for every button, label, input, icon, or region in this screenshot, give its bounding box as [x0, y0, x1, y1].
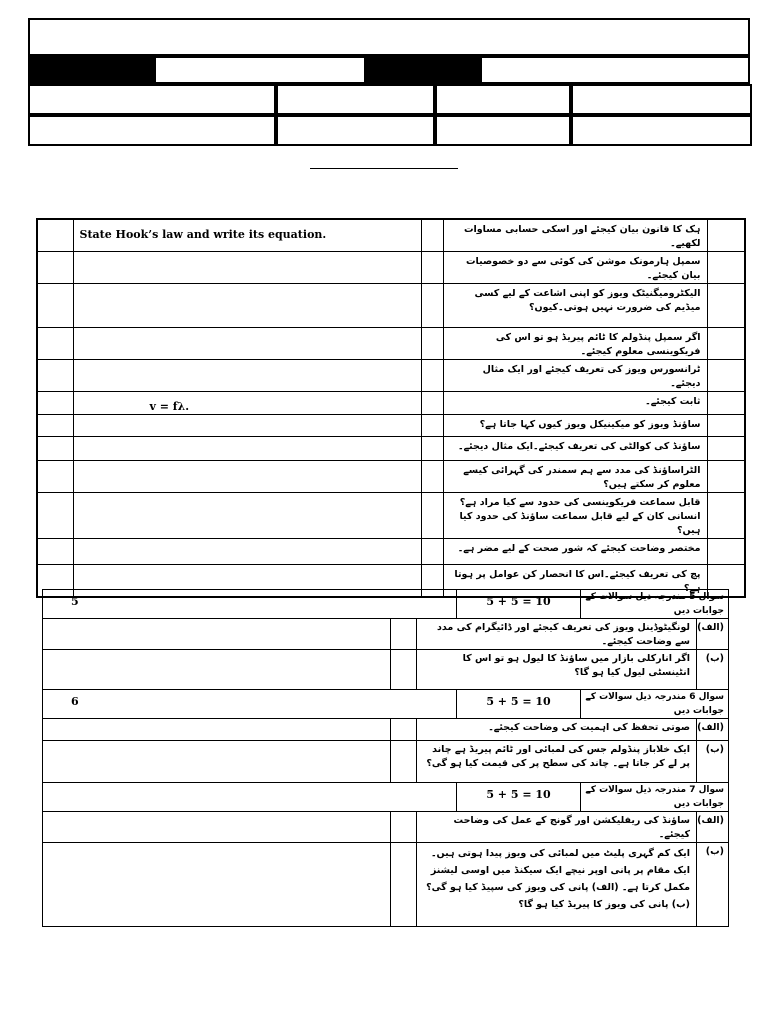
long-questions-table	[42, 589, 729, 927]
question-5-part-b	[43, 650, 729, 690]
header-title-box	[28, 18, 750, 56]
urdu-question-text: سمپل ہارمونک موشن کی کوئی سے دو خصوصیات بیان کیجئے۔	[465, 256, 701, 281]
question-7b-label: (ب)	[705, 846, 724, 857]
english-question-text: State Hook’s law and write its equation.	[79, 228, 327, 241]
header-grid-cell	[276, 115, 435, 146]
question-number-cell	[707, 219, 745, 252]
english-question-text: v = fλ.	[149, 400, 190, 413]
header-grid-cell	[435, 84, 571, 115]
question-6b-text: ایک خلاباز پنڈولم جس کی لمبائی اور ٹائم پیریڈ ہے چاند پر لے کر جاتا ہے۔ چاند کی سطح پر کی قیمت کیا ہو گی؟	[426, 744, 690, 769]
question-5a-text: لونگیٹوڈینل ویوز کی تعریف کیجئے اور ڈائیگرام کی مدد سے وضاحت کیجئے۔	[437, 622, 690, 647]
question-row	[37, 284, 745, 328]
question-5b-label: (ب)	[705, 653, 724, 664]
question-5-heading: سوال 5 مندرجہ ذیل سوالات کے جوابات دیں	[585, 592, 724, 616]
question-6-heading: سوال 6 مندرجہ ذیل سوالات کے جوابات دیں	[585, 692, 724, 716]
question-5-number: 5	[71, 595, 79, 608]
question-number-cell	[37, 219, 73, 252]
question-6b-label: (ب)	[705, 744, 724, 755]
urdu-question-text: ثابت کیجئے۔	[645, 396, 701, 407]
urdu-question-text: اگر سمپل پنڈولم کا ٹائم پیریڈ ہو تو اس کی فریکوینسی معلوم کیجئے۔	[495, 332, 701, 357]
question-7a-text: ساؤنڈ کی ریفلیکشن اور گونج کے عمل کی وضاحت کیجئے۔	[453, 815, 690, 840]
urdu-question-text: ہک کا قانون بیان کیجئے اور اسکی حسابی مساوات لکھیے۔	[463, 224, 701, 249]
header-grid-cell	[571, 115, 752, 146]
choice-cell	[421, 219, 443, 252]
header-grid-cell	[28, 115, 276, 146]
header-grid-cell	[435, 115, 571, 146]
question-row	[37, 219, 745, 252]
header-grid-cell	[276, 84, 435, 115]
question-5-marks: 5 + 5 = 10	[486, 595, 551, 608]
question-7-heading: سوال 7 مندرجہ ذیل سوالات کے جوابات دیں	[585, 785, 724, 809]
question-6-marks: 5 + 5 = 10	[486, 695, 551, 708]
title-underline	[310, 168, 458, 169]
question-6-number: 6	[71, 695, 79, 708]
header-blank-cell-1	[154, 56, 366, 84]
question-5a-label: (الف)	[697, 622, 724, 633]
question-row	[37, 360, 745, 392]
urdu-question-text: ٹرانسورس ویوز کی تعریف کیجئے اور ایک مثال دیجئے۔	[482, 364, 701, 389]
question-6-part-b	[43, 741, 729, 783]
header-black-cell-2	[366, 56, 480, 84]
header-grid	[28, 84, 752, 146]
question-5-header	[43, 590, 729, 619]
question-5-part-a	[43, 619, 729, 650]
question-row	[37, 437, 745, 461]
urdu-question-text: ساؤنڈ کی کوالٹی کی تعریف کیجئے۔ایک مثال دیجئے۔	[458, 441, 701, 452]
header-blank-cell-2	[480, 56, 750, 84]
header-grid-cell	[571, 84, 752, 115]
question-row	[37, 539, 745, 565]
question-row	[37, 415, 745, 437]
short-questions-table	[36, 218, 746, 598]
question-row	[37, 392, 745, 415]
question-6a-text: صوتی تحفظ کی اہمیت کی وضاحت کیجئے۔	[488, 722, 690, 733]
question-7-header	[43, 783, 729, 812]
question-7a-label: (الف)	[697, 815, 724, 826]
urdu-question-text: مختصر وضاحت کیجئے کہ شور صحت کے لیے مضر ہے۔	[457, 543, 701, 554]
urdu-question	[443, 219, 707, 252]
question-row	[37, 493, 745, 539]
header-grid-cell	[28, 84, 276, 115]
urdu-question-text: پچ کی تعریف کیجئے۔اس کا انحصار کن عوامل پر ہوتا ہے؟	[454, 569, 701, 594]
question-6a-label: (الف)	[697, 722, 724, 733]
english-question	[73, 219, 421, 252]
question-row	[37, 252, 745, 284]
question-7b-text: ایک کم گہری پلیٹ میں لمبائی کی ویوز پیدا ہوتی ہیں۔ایک مقام پر پانی اوپر نیچے ایک سیکنڈ میں اوسی لیشنز مکمل کرتا ہے۔ (الف) پانی کی ویوز کی سپیڈ کیا ہو گی؟ (ب) پانی کی ویوز کا پیریڈ کیا ہو گا؟	[426, 848, 690, 910]
question-7-part-b	[43, 843, 729, 927]
question-row	[37, 461, 745, 493]
question-row	[37, 328, 745, 360]
urdu-question-text: الٹراساؤنڈ کی مدد سے ہم سمندر کی گہرائی کیسے معلوم کر سکتے ہیں؟	[463, 465, 701, 490]
question-7-part-a	[43, 812, 729, 843]
header-black-cell-1	[28, 56, 154, 84]
urdu-question-text: ساؤنڈ ویوز کو میکینیکل ویوز کیوں کہا جاتا ہے؟	[479, 419, 701, 430]
question-6-part-a	[43, 719, 729, 741]
question-5b-text: اگر انارکلی بازار میں ساؤنڈ کا لیول ہو تو اس کا انٹینسٹی لیول کیا ہو گا؟	[462, 653, 690, 678]
header-info-bar	[28, 56, 750, 84]
question-7-marks: 5 + 5 = 10	[486, 788, 551, 801]
question-6-header	[43, 690, 729, 719]
urdu-question-text: الیکٹرومیگنیٹک ویوز کو اپنی اشاعت کے لیے کسی میڈیم کی ضرورت نہیں ہوتی۔کیوں؟	[474, 288, 701, 313]
urdu-question-text: قابل سماعت فریکوینسی کی حدود سے کیا مراد ہے؟انسانی کان کے لیے قابل سماعت ساؤنڈ کی حدود کیا ہیں؟	[459, 497, 701, 536]
